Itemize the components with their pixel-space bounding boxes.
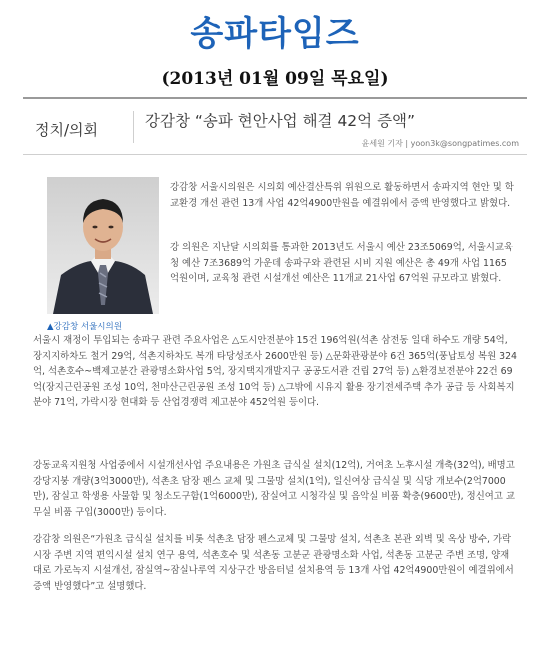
masthead-logo: 송파타임즈 [190, 14, 360, 54]
article-header [23, 97, 527, 155]
section-label: 정치/의회 [35, 121, 99, 139]
article-paragraph: 강감창 서울시의원은 시의회 예산결산특위 위원으로 활동하면서 송파지역 현안 및 학교환경 개선 관련 13개 사업 42억4900만원을 예결위에서 증액 반영했다고 밝혔다. [170, 182, 514, 209]
article-paragraph: 강동교육지원청 사업중에서 시설개선사업 주요내용은 가원초 급식실 설치(12억), 거여초 노후시설 개축(32억), 배명고 강당지붕 개량(3억3000만), 석촌초 담장 펜스 교체 및 그물망 설치(1억), 일신여상 급식실 및 식당 개보수(2억7000만), 잠실고 학생용 사물함 및 청소도구함(1억6000만), 잠실여고 시청각실 및 음악실 비품 확충(9600만), 정신여고 교무실 비품 구입(3000만) 등이다. [33, 460, 515, 518]
article-byline: 윤세원 기자 | yoon3k@songpatimes.com [361, 139, 519, 148]
article-paragraph: 서울시 재정이 투입되는 송파구 관련 주요사업은 △도시안전분야 15건 196억원(석촌 삼전동 일대 하수도 개량 54억, 장지지하차도 철거 29억, 석촌지하차도 복개 타당성조사 2600만원 등) △문화관광분야 6건 365억(풍납토성 복원 324억, 석촌호수~백제고분간 관광명소화사업 5억, 장지택지개발지구 공공도서관 건립 27억 등) △환경보전분야 22건 69억(장지근린공원 조성 10억, 천마산근린공원 조성 10억 등) △그밖에 시유지 활용 장기전세주택 추가 공급 등 사회복지분야 71억, 가락시장 현대화 등 산업경쟁력 제고분야 452억원 등이다. [33, 335, 518, 409]
portrait-photo [47, 177, 159, 314]
article-paragraph: 강감창 의원은“가원초 급식실 설치를 비롯 석촌초 담장 펜스교체 및 그물망 설치, 석촌초 본관 외벽 및 옥상 방수, 가락시장 주변 지역 편익시설 설치 연구 용역, 석촌호수 및 석촌동 고분군 관광명소화 사업, 석촌동 고분군 주변 조명, 양재대로 가로녹지 시설개선, 잠실역~잠실나루역 지상구간 방음터널 설치용역 등 13개 사업 42억4900만원이 예결위에서 증액 반영했다”고 설명했다. [33, 534, 514, 592]
article-paragraph: 강 의원은 지난달 시의회를 통과한 2013년도 서울시 예산 23조5069억, 서울시교육청 예산 7조3689억 가운데 송파구와 관련된 시비 지원 예산은 총 49개 사업 1165억원이며, 교육청 관련 시설개선 예산은 11개교 21사업 67억원 규모라고 밝혔다. [170, 242, 514, 285]
photo-caption: ▲강감창 서울시의원 [47, 322, 122, 332]
header-divider [133, 111, 134, 143]
issue-date: (2013년 01월 09일 목요일) [161, 69, 389, 89]
article-headline: 강감창 “송파 현안사업 해결 42억 증액” [145, 112, 416, 130]
